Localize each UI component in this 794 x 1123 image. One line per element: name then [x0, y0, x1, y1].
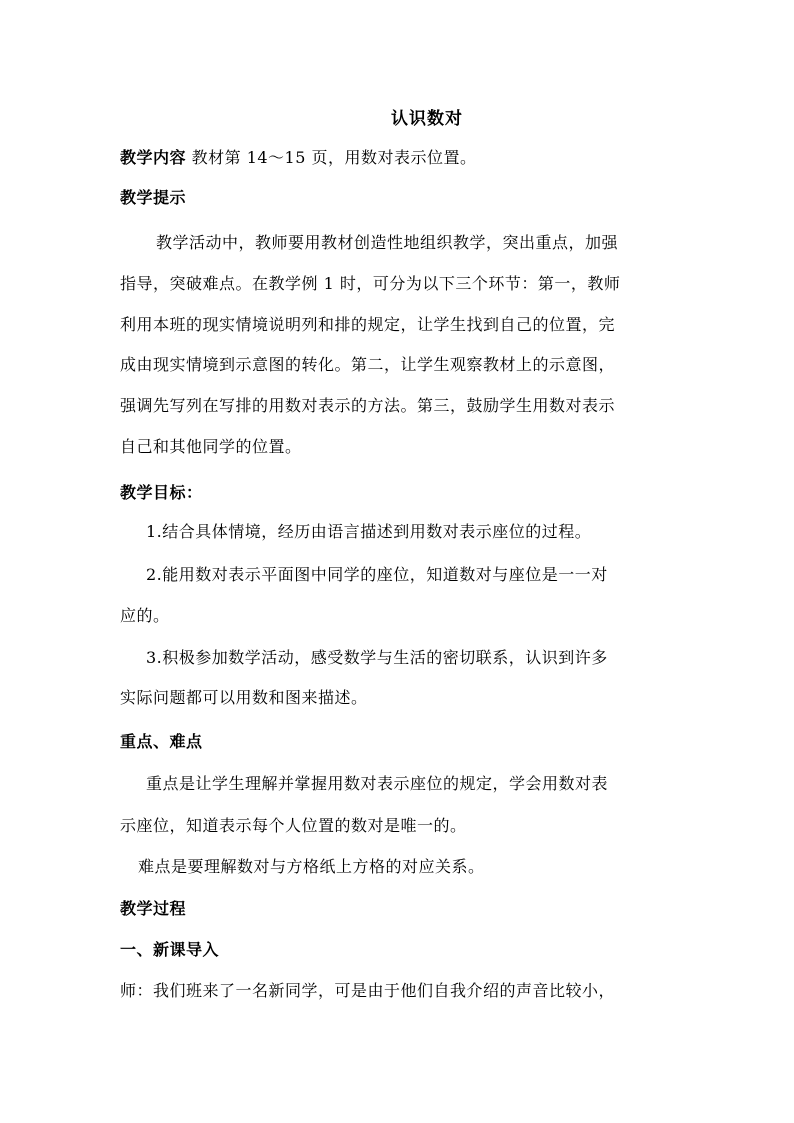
content-label: 教学内容	[120, 148, 187, 167]
goals-line: 1.结合具体情境，经历由语言描述到用数对表示座位的过程。	[146, 522, 592, 541]
process-line: 师：我们班来了一名新同学，可是由于他们自我介绍的声音比较小，	[120, 981, 616, 1000]
keypoints-line: 难点是要理解数对与方格纸上方格的对应关系。	[138, 857, 485, 876]
keypoints-line: 示座位，知道表示每个人位置的数对是唯一的。	[120, 816, 467, 835]
section-heading: 一、新课导入	[120, 940, 220, 959]
content-line	[120, 146, 680, 170]
tips-line: 自己和其他同学的位置。	[120, 437, 302, 456]
tips-heading: 教学提示	[120, 188, 187, 207]
goals-line: 3.积极参加数学活动，感受数学与生活的密切联系，认识到许多	[146, 648, 608, 667]
goals-heading: 教学目标：	[120, 483, 203, 502]
keypoints-line: 重点是让学生理解并掌握用数对表示座位的规定，学会用数对表	[146, 774, 609, 793]
keypoints-heading: 重点、难点	[120, 732, 203, 751]
document-title: 认识数对	[391, 109, 463, 129]
goals-line: 实际问题都可以用数和图来描述。	[120, 688, 368, 707]
tips-line: 强调先写列在写排的用数对表示的方法。第三，鼓励学生用数对表示	[120, 396, 616, 415]
tips-line: 成由现实情境到示意图的转化。第二，让学生观察教材上的示意图，	[120, 355, 616, 374]
tips-line: 利用本班的现实情境说明列和排的规定，让学生找到自己的位置，完	[120, 315, 616, 334]
goals-line: 应的。	[120, 606, 170, 625]
tips-line: 指导，突破难点。在教学例 1 时，可分为以下三个环节：第一，教师	[120, 274, 621, 293]
process-heading: 教学过程	[120, 899, 187, 918]
content-text: 教材第 14～15 页，用数对表示位置。	[191, 148, 477, 167]
goals-line: 2.能用数对表示平面图中同学的座位，知道数对与座位是一一对	[146, 565, 608, 584]
tips-line: 教学活动中，教师要用教材创造性地组织教学，突出重点，加强	[156, 233, 619, 252]
